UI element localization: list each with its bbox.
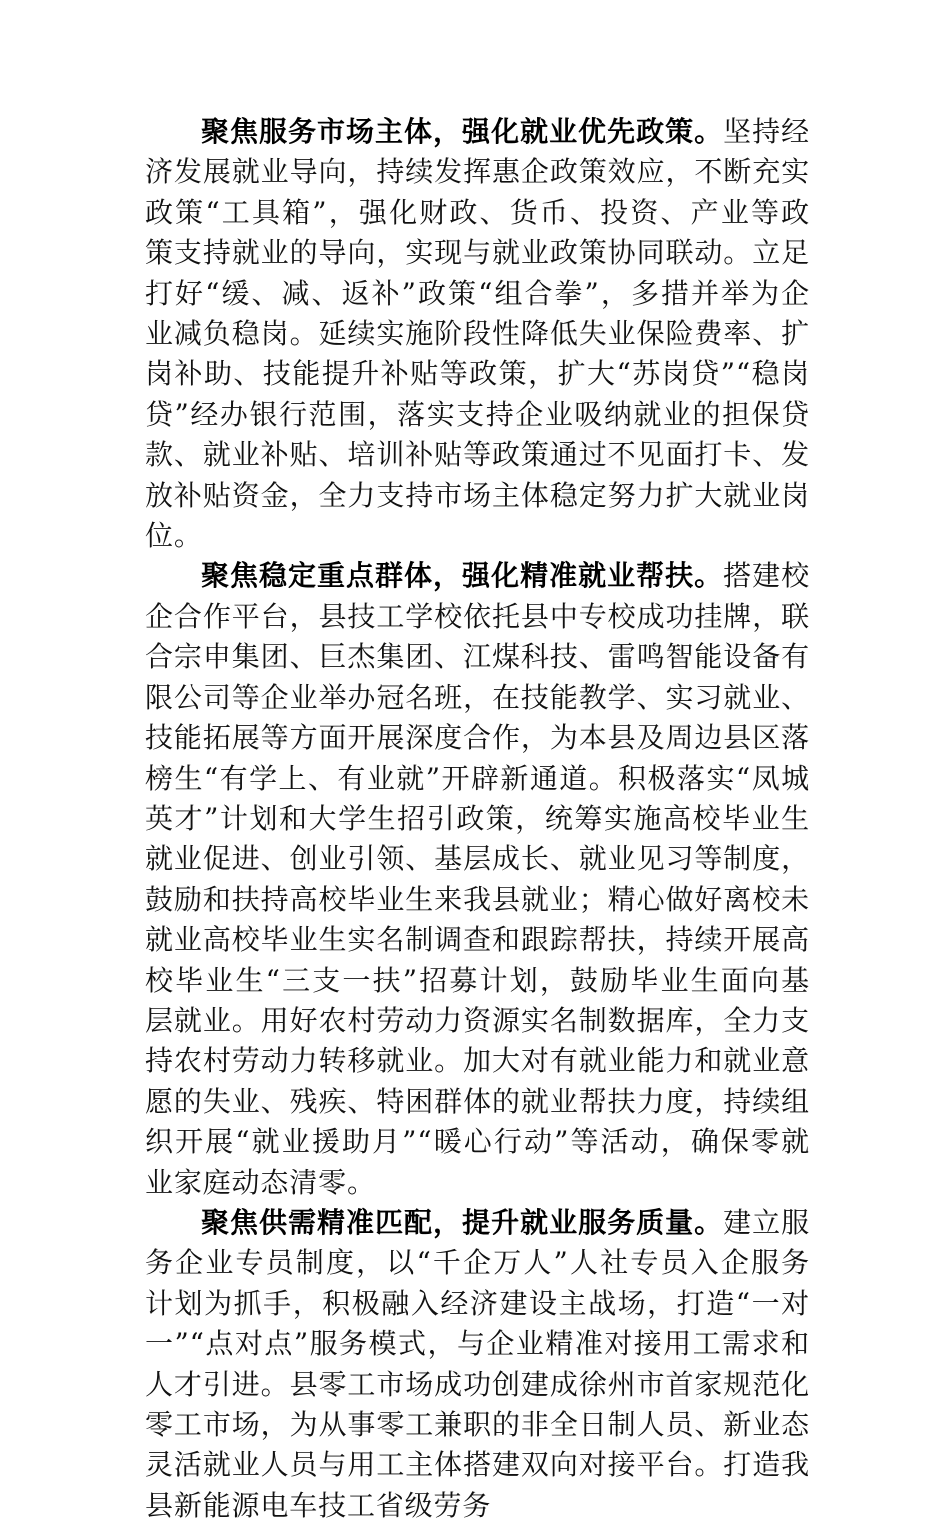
paragraph-2-text: 搭建校企合作平台，县技工学校依托县中专校成功挂牌，联合宗申集团、巨杰集团、江煤科技、雷鸣智能设备有限公司等企业举办冠名班，在技能教学、实习就业、技能拓展等方面开展深度合作，为本县及周边县区落榜生“有学上、有业就”开辟新通道。积极落实“凤城英才”计划和大学生招引政策，统筹实施高校毕业生就业促进、创业引领、基层成长、就业见习等制度，鼓励和扶持高校毕业生来我县就业；精心做好离校未就业高校毕业生实名制调查和跟踪帮扶，持续开展高校毕业生“三支一扶”招募计划，鼓励毕业生面向基层就业。用好农村劳动力资源实名制数据库，全力支持农村劳动力转移就业。加大对有就业能力和就业意愿的失业、残疾、特困群体的就业帮扶力度，持续组织开展“就业援助月”“暖心行动”等活动，确保零就业家庭动态清零。 xyxy=(145,559,810,1199)
paragraph-1-text: 坚持经济发展就业导向，持续发挥惠企政策效应，不断充实政策“工具箱”，强化财政、货币、投资、产业等政策支持就业的导向，实现与就业政策协同联动。立足打好“缓、减、返补”政策“组合拳”，多措并举为企业减负稳岗。延续实施阶段性降低失业保险费率、扩岗补助、技能提升补贴等政策，扩大“苏岗贷”“稳岗贷”经办银行范围，落实支持企业吸纳就业的担保贷款、就业补贴、培训补贴等政策通过不见面打卡、发放补贴资金，全力支持市场主体稳定努力扩大就业岗位。 xyxy=(145,115,810,553)
paragraph-2-heading: 聚焦稳定重点群体，强化精准就业帮扶。 xyxy=(201,559,724,593)
paragraph-3 xyxy=(145,1203,810,1526)
paragraph-3-text: 建立服务企业专员制度，以“千企万人”人社专员入企服务计划为抓手，积极融入经济建设主战场，打造“一对一”“点对点”服务模式，与企业精准对接用工需求和人才引进。县零工市场成功创建成徐州市首家规范化零工市场，为从事零工兼职的非全日制人员、新业态灵活就业人员与用工主体搭建双向对接平台。打造我县新能源电车技工省级劳务 xyxy=(145,1205,810,1522)
paragraph-1-heading: 聚焦服务市场主体，强化就业优先政策。 xyxy=(201,115,724,148)
paragraph-2 xyxy=(145,556,810,1203)
paragraph-3-heading: 聚焦供需精准匹配，提升就业服务质量。 xyxy=(201,1205,724,1239)
document-body xyxy=(145,112,810,1526)
paragraph-1 xyxy=(145,112,810,556)
